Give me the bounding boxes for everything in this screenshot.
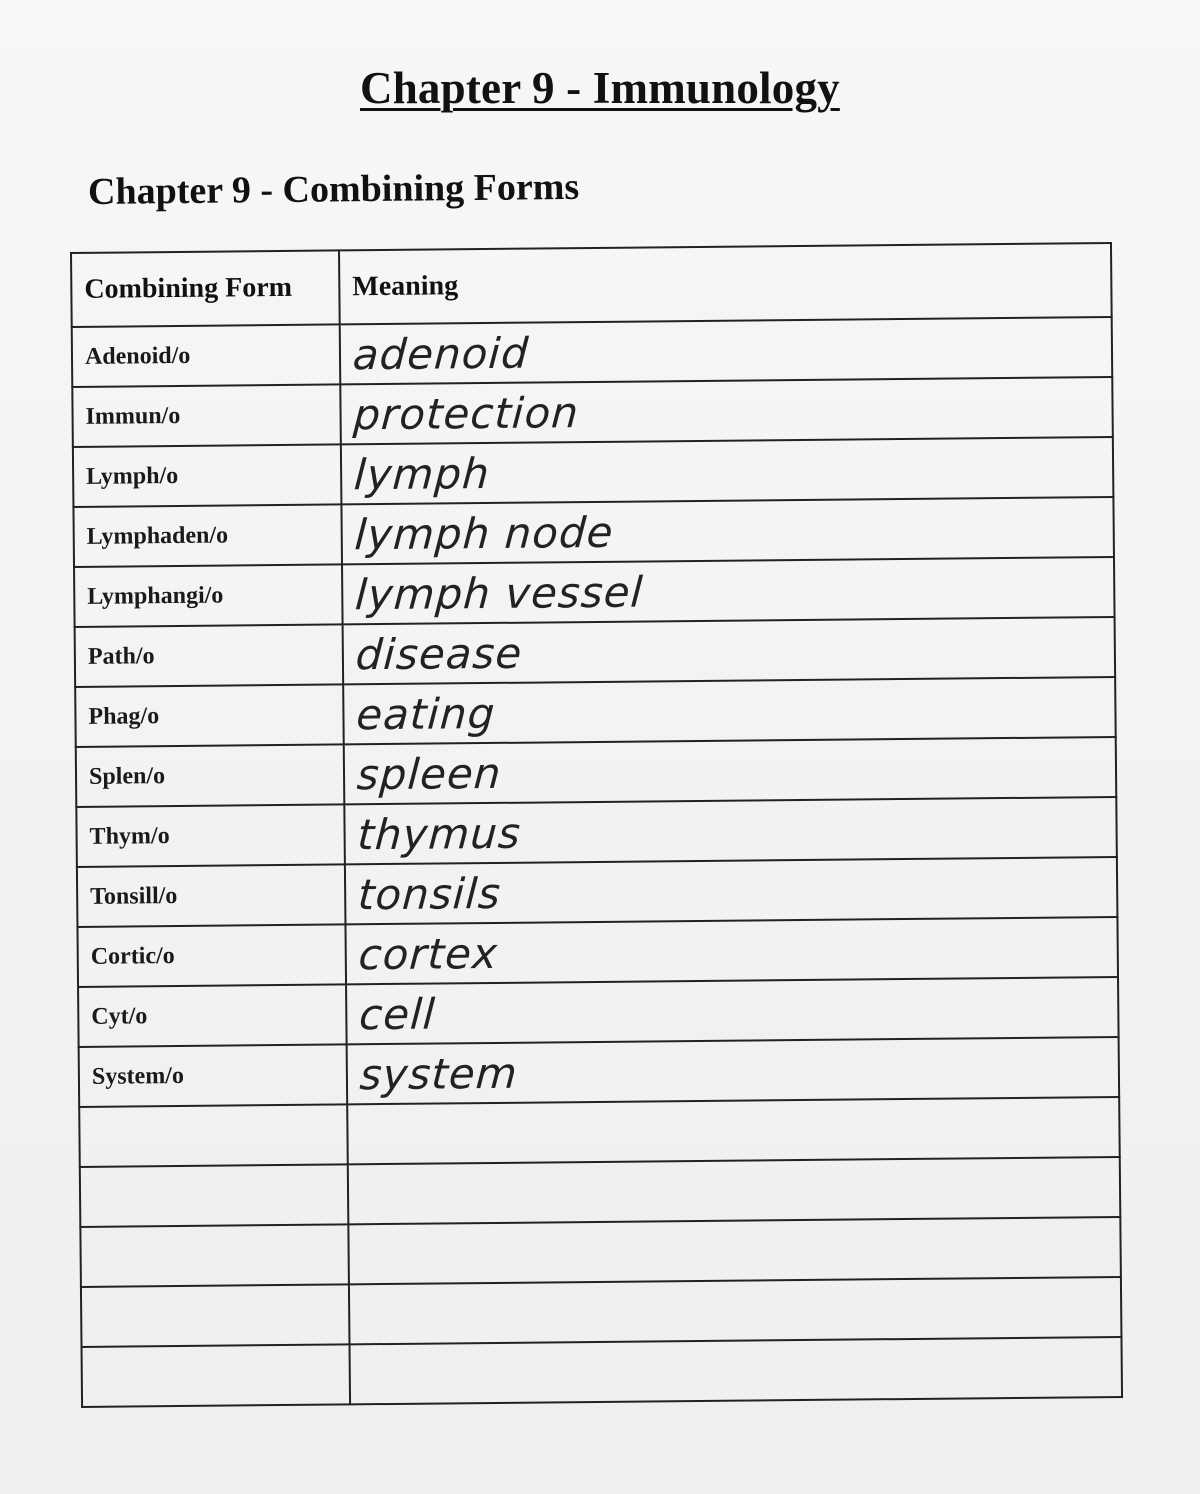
- meaning-cell: [341, 437, 1114, 504]
- empty-table-row: [80, 1217, 1121, 1287]
- table-row: [72, 317, 1113, 387]
- handwritten-meaning: protection: [352, 387, 581, 439]
- combining-form-cell: Lymphangi/o: [74, 564, 343, 627]
- empty-meaning-cell: [347, 1097, 1120, 1164]
- empty-table-row: [82, 1337, 1123, 1407]
- handwritten-meaning: eating: [354, 688, 497, 739]
- table-row: [77, 857, 1118, 927]
- table-row: [79, 1037, 1120, 1107]
- meaning-cell: [344, 797, 1117, 864]
- table-row: [77, 917, 1118, 987]
- empty-table-row: [80, 1157, 1121, 1227]
- combining-form-cell: System/o: [79, 1044, 348, 1107]
- handwritten-meaning: adenoid: [351, 328, 531, 379]
- table-row: [75, 617, 1116, 687]
- column-header-meaning: Meaning: [339, 243, 1112, 324]
- meaning-cell: [346, 977, 1119, 1044]
- table-row: [72, 377, 1113, 447]
- combining-forms-table: [70, 242, 1123, 1408]
- meaning-cell: [344, 737, 1117, 804]
- empty-table-row: [79, 1097, 1120, 1167]
- combining-form-cell: Lymph/o: [73, 444, 342, 507]
- page-title: Chapter 9 - Immunology: [360, 63, 840, 113]
- combining-form-cell: Splen/o: [76, 744, 345, 807]
- meaning-cell: [347, 1037, 1120, 1104]
- table-row: [74, 557, 1115, 627]
- meaning-cell: [340, 317, 1113, 384]
- table-row: [78, 977, 1119, 1047]
- empty-meaning-cell: [349, 1277, 1122, 1344]
- handwritten-meaning: tonsils: [356, 868, 503, 919]
- empty-table-row: [81, 1277, 1122, 1347]
- handwritten-meaning: cell: [357, 989, 438, 1039]
- table-row: [75, 677, 1116, 747]
- combining-form-cell: Immun/o: [72, 384, 341, 447]
- empty-form-cell: [80, 1164, 349, 1227]
- handwritten-meaning: spleen: [355, 748, 504, 799]
- empty-form-cell: [80, 1224, 349, 1287]
- table-header-row: [71, 243, 1112, 327]
- meaning-cell: [343, 677, 1116, 744]
- combining-form-cell: Cortic/o: [77, 924, 346, 987]
- combining-form-cell: Phag/o: [75, 684, 344, 747]
- combining-form-cell: Lymphaden/o: [73, 504, 342, 567]
- combining-form-cell: Cyt/o: [78, 984, 347, 1047]
- empty-meaning-cell: [348, 1157, 1121, 1224]
- handwritten-meaning: thymus: [356, 808, 523, 859]
- handwritten-meaning: system: [358, 1048, 520, 1099]
- table-row: [76, 797, 1117, 867]
- column-header-combining-form: Combining Form: [71, 250, 340, 327]
- combining-form-cell: Adenoid/o: [72, 324, 341, 387]
- handwritten-meaning: lymph: [352, 448, 492, 499]
- section-title: Chapter 9 - Combining Forms: [87, 165, 580, 213]
- meaning-cell: [340, 377, 1113, 444]
- combining-form-cell: Path/o: [75, 624, 344, 687]
- table-row: [73, 437, 1114, 507]
- combining-form-cell: Thym/o: [76, 804, 345, 867]
- meaning-cell: [341, 497, 1114, 564]
- table-row: [76, 737, 1117, 807]
- empty-form-cell: [81, 1284, 350, 1347]
- handwritten-meaning: disease: [354, 628, 524, 679]
- meaning-cell: [345, 917, 1118, 984]
- table-row: [73, 497, 1114, 567]
- meaning-cell: [343, 617, 1116, 684]
- empty-form-cell: [79, 1104, 348, 1167]
- empty-meaning-cell: [348, 1217, 1121, 1284]
- empty-form-cell: [82, 1344, 351, 1407]
- meaning-cell: [342, 557, 1115, 624]
- meaning-cell: [345, 857, 1118, 924]
- handwritten-meaning: lymph vessel: [353, 566, 645, 619]
- handwritten-meaning: cortex: [357, 928, 500, 979]
- empty-meaning-cell: [349, 1337, 1122, 1404]
- handwritten-meaning: lymph node: [353, 507, 616, 559]
- combining-form-cell: Tonsill/o: [77, 864, 346, 927]
- combining-forms-table-container: [70, 242, 1121, 1408]
- table-body: [72, 317, 1122, 1407]
